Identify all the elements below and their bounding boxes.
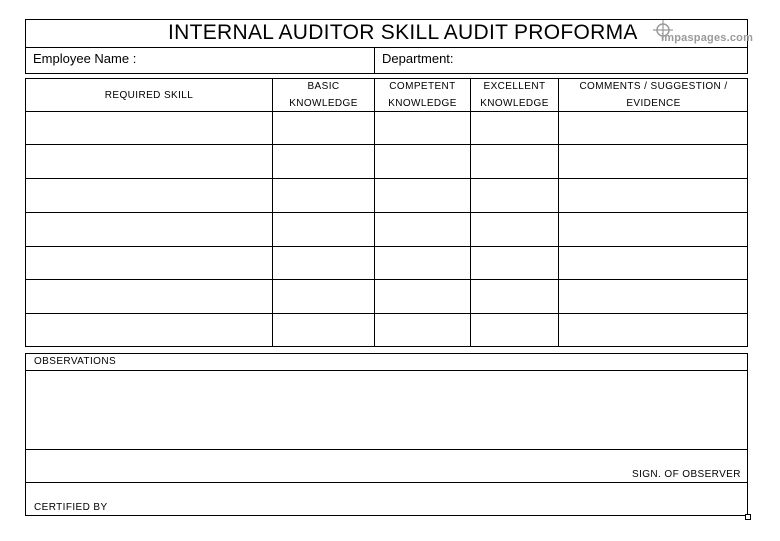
- employee-name-label: Employee Name :: [33, 51, 137, 66]
- comments-cell[interactable]: [559, 247, 748, 279]
- sign-of-observer-label: SIGN. OF OBSERVER: [632, 469, 741, 480]
- competent-knowledge-cell[interactable]: [375, 280, 470, 313]
- required-skill-cell[interactable]: [26, 112, 272, 144]
- excellent-knowledge-cell[interactable]: [471, 145, 558, 178]
- resize-handle[interactable]: [745, 514, 751, 520]
- comments-cell[interactable]: [559, 314, 748, 346]
- watermark-text: impaspages.com: [661, 32, 754, 44]
- required-skill-cell[interactable]: [26, 179, 272, 212]
- employee-name-field[interactable]: [150, 48, 372, 73]
- excellent-knowledge-cell[interactable]: [471, 314, 558, 346]
- excellent-knowledge-cell[interactable]: [471, 213, 558, 246]
- department-field[interactable]: [470, 48, 746, 73]
- excellent-knowledge-cell[interactable]: [471, 247, 558, 279]
- comments-cell[interactable]: [559, 112, 748, 144]
- basic-knowledge-cell[interactable]: [273, 314, 374, 346]
- employee-department-divider: [374, 47, 375, 74]
- header-excellent-knowledge: EXCELLENT KNOWLEDGE: [480, 81, 549, 109]
- header-required-skill: REQUIRED SKILL: [104, 89, 194, 101]
- excellent-knowledge-cell[interactable]: [471, 280, 558, 313]
- header-comments: COMMENTS / SUGGESTION / EVIDENCE: [579, 81, 728, 109]
- competent-knowledge-cell[interactable]: [375, 112, 470, 144]
- comments-cell[interactable]: [559, 213, 748, 246]
- observations-label: OBSERVATIONS: [34, 356, 117, 367]
- competent-knowledge-cell[interactable]: [375, 179, 470, 212]
- header-basic-knowledge: BASIC KNOWLEDGE: [289, 81, 358, 109]
- observations-field[interactable]: [26, 371, 747, 448]
- sign-divider: [25, 482, 748, 483]
- comments-cell[interactable]: [559, 145, 748, 178]
- form-title: INTERNAL AUDITOR SKILL AUDIT PROFORMA: [168, 21, 638, 44]
- header-competent-knowledge: COMPETENT KNOWLEDGE: [388, 81, 457, 109]
- competent-knowledge-cell[interactable]: [375, 145, 470, 178]
- basic-knowledge-cell[interactable]: [273, 179, 374, 212]
- required-skill-cell[interactable]: [26, 247, 272, 279]
- competent-knowledge-cell[interactable]: [375, 247, 470, 279]
- excellent-knowledge-cell[interactable]: [471, 112, 558, 144]
- basic-knowledge-cell[interactable]: [273, 213, 374, 246]
- required-skill-cell[interactable]: [26, 314, 272, 346]
- certified-by-label: CERTIFIED BY: [34, 502, 108, 513]
- observations-body-divider: [25, 449, 748, 450]
- comments-cell[interactable]: [559, 179, 748, 212]
- basic-knowledge-cell[interactable]: [273, 145, 374, 178]
- excellent-knowledge-cell[interactable]: [471, 179, 558, 212]
- basic-knowledge-cell[interactable]: [273, 280, 374, 313]
- comments-cell[interactable]: [559, 280, 748, 313]
- competent-knowledge-cell[interactable]: [375, 213, 470, 246]
- required-skill-cell[interactable]: [26, 280, 272, 313]
- competent-knowledge-cell[interactable]: [375, 314, 470, 346]
- department-label: Department:: [382, 51, 454, 66]
- required-skill-cell[interactable]: [26, 145, 272, 178]
- basic-knowledge-cell[interactable]: [273, 112, 374, 144]
- required-skill-cell[interactable]: [26, 213, 272, 246]
- basic-knowledge-cell[interactable]: [273, 247, 374, 279]
